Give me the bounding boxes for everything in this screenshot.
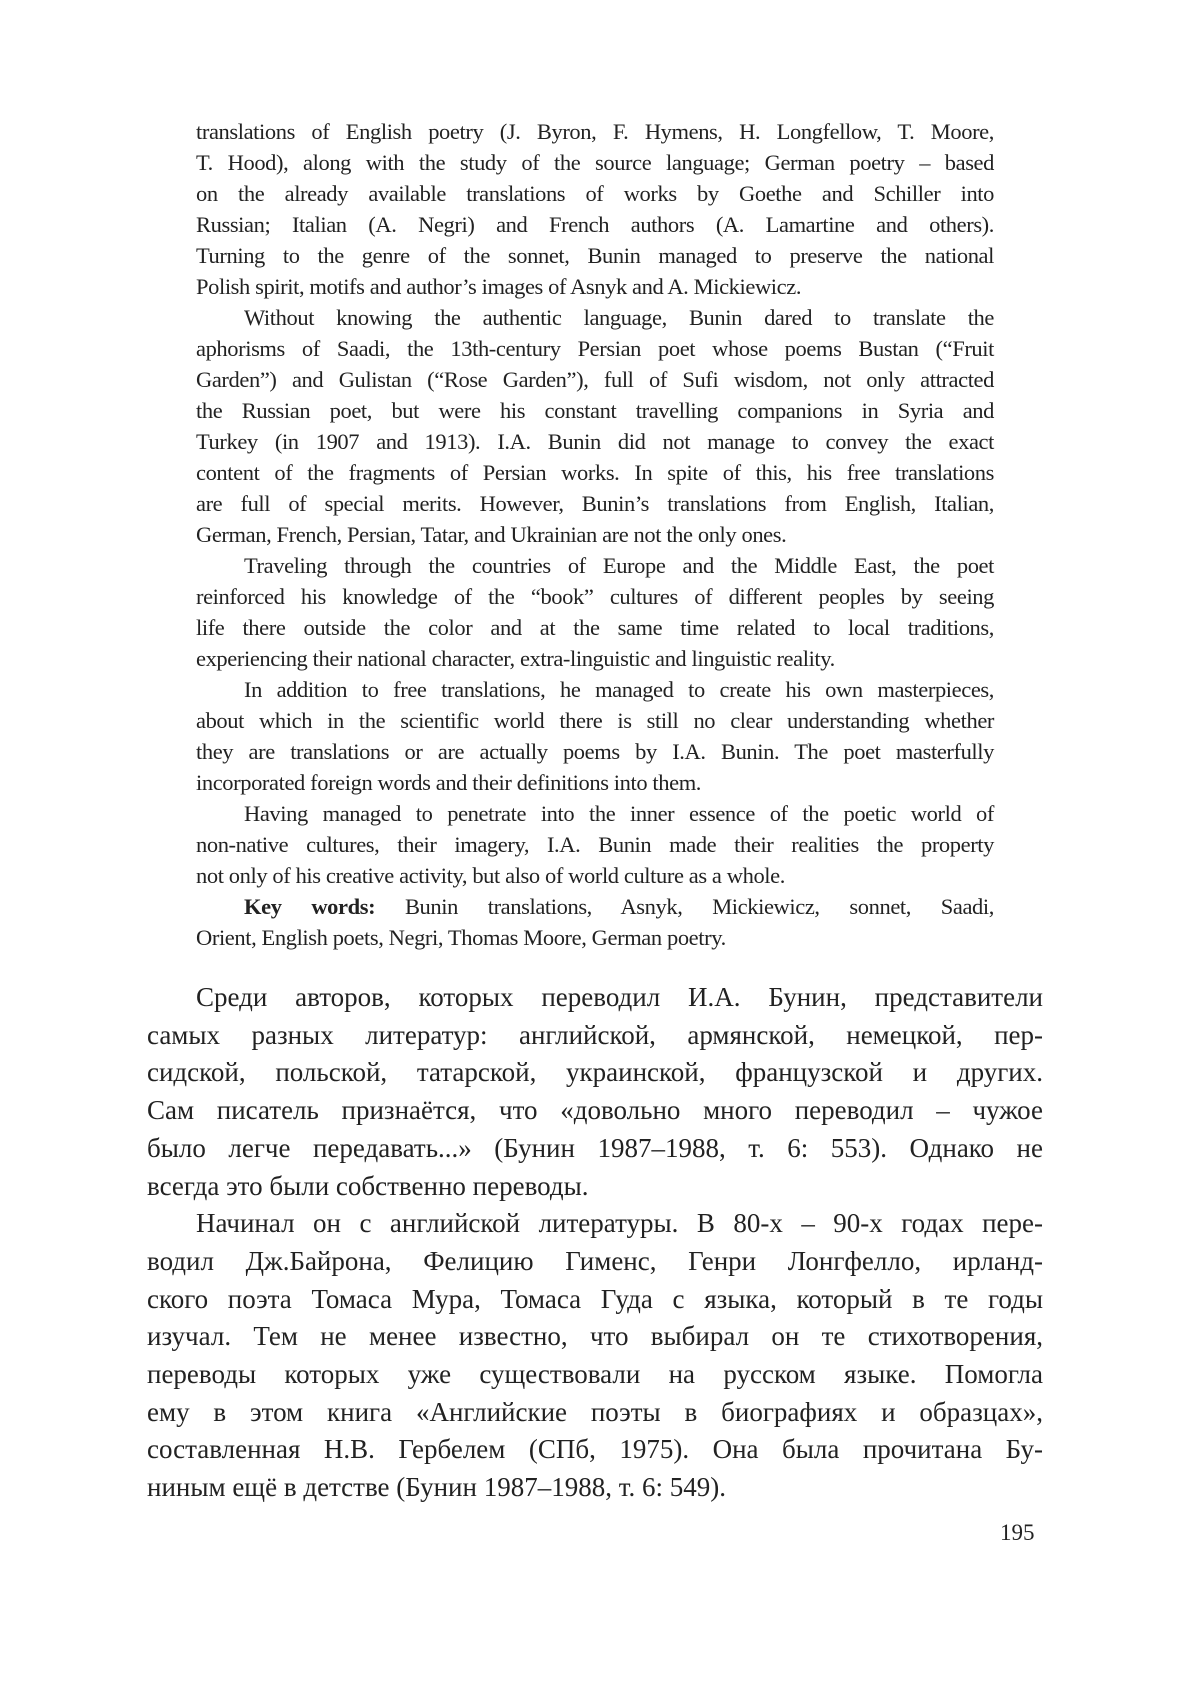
page-number: 195 [1000, 1520, 1035, 1546]
text-line: Polish spirit, motifs and author’s images of Asnyk and A. Mickiewicz. [196, 271, 994, 302]
text-line: Orient, English poets, Negri, Thomas Moore, German poetry. [196, 922, 994, 953]
keywords-label: Key words: [244, 894, 375, 919]
text-line: Russian; Italian (A. Negri) and French authors (A. Lamartine and others). [196, 209, 994, 240]
paragraph [196, 116, 994, 302]
text-line: T. Hood), along with the study of the source language; German poetry – based [196, 147, 994, 178]
text-line: составленная Н.В. Гербелем (СПб, 1975). Она была прочитана Бу- [147, 1431, 1043, 1469]
text-line: самых разных литератур: английской, армянской, немецкой, пер- [147, 1017, 1043, 1055]
text-line: the Russian poet, but were his constant travelling companions in Syria and [196, 395, 994, 426]
text-line: переводы которых уже существовали на русском языке. Помогла [147, 1356, 1043, 1394]
text-line: experiencing their national character, extra-linguistic and linguistic reality. [196, 643, 994, 674]
text-line: Начинал он с английской литературы. В 80-х – 90-х годах пере- [147, 1205, 1043, 1243]
text-line: ему в этом книга «Английские поэты в биографиях и образцах», [147, 1394, 1043, 1432]
text-line: they are translations or are actually poems by I.A. Bunin. The poet masterfully [196, 736, 994, 767]
text-line: Without knowing the authentic language, Bunin dared to translate the [196, 302, 994, 333]
paragraph [196, 674, 994, 798]
text-line: reinforced his knowledge of the “book” cultures of different peoples by seeing [196, 581, 994, 612]
paragraph [196, 550, 994, 674]
text-line: translations of English poetry (J. Byron, F. Hymens, H. Longfellow, T. Moore, [196, 116, 994, 147]
text-line: изучал. Тем не менее известно, что выбирал он те стихотворения, [147, 1318, 1043, 1356]
paragraph [196, 798, 994, 891]
text-line: водил Дж.Байрона, Фелицию Гименс, Генри Лонгфелло, ирланд- [147, 1243, 1043, 1281]
text-line: are full of special merits. However, Bunin’s translations from English, Italian, [196, 488, 994, 519]
text-line: not only of his creative activity, but also of world culture as a whole. [196, 860, 994, 891]
text-line: Traveling through the countries of Europe and the Middle East, the poet [196, 550, 994, 581]
text-line: non-native cultures, their imagery, I.A. Bunin made their realities the property [196, 829, 994, 860]
text-line: Turning to the genre of the sonnet, Bunin managed to preserve the national [196, 240, 994, 271]
keywords [196, 891, 994, 953]
text-line: Среди авторов, которых переводил И.А. Бунин, представители [147, 979, 1043, 1017]
text-line: aphorisms of Saadi, the 13th-century Persian poet whose poems Bustan (“Fruit [196, 333, 994, 364]
text-line: ского поэта Томаса Мура, Томаса Гуда с языка, который в те годы [147, 1281, 1043, 1319]
keywords-text: Bunin translations, Asnyk, Mickiewicz, sonnet, Saadi, [405, 894, 994, 919]
text-line: было легче передавать...» (Бунин 1987–1988, т. 6: 553). Однако не [147, 1130, 1043, 1168]
text-line: Having managed to penetrate into the inner essence of the poetic world of [196, 798, 994, 829]
text-line: сидской, польской, татарской, украинской, французской и других. [147, 1054, 1043, 1092]
text-line: In addition to free translations, he managed to create his own masterpieces, [196, 674, 994, 705]
text-line: content of the fragments of Persian works. In spite of this, his free translations [196, 457, 994, 488]
text-line: about which in the scientific world there is still no clear understanding whether [196, 705, 994, 736]
paragraph [147, 1205, 1043, 1507]
text-line [196, 891, 994, 922]
english-abstract [196, 116, 994, 953]
paragraph [147, 979, 1043, 1205]
text-line: Turkey (in 1907 and 1913). I.A. Bunin did not manage to convey the exact [196, 426, 994, 457]
text-line: on the already available translations of works by Goethe and Schiller into [196, 178, 994, 209]
text-line: всегда это были собственно переводы. [147, 1168, 1043, 1206]
text-line: Сам писатель признаётся, что «довольно много переводил – чужое [147, 1092, 1043, 1130]
text-line: incorporated foreign words and their definitions into them. [196, 767, 994, 798]
text-line: ниным ещё в детстве (Бунин 1987–1988, т. 6: 549). [147, 1469, 1043, 1507]
text-line: Garden”) and Gulistan (“Rose Garden”), full of Sufi wisdom, not only attracted [196, 364, 994, 395]
text-line: German, French, Persian, Tatar, and Ukrainian are not the only ones. [196, 519, 994, 550]
text-line: life there outside the color and at the same time related to local traditions, [196, 612, 994, 643]
paragraph [196, 302, 994, 550]
russian-body-text [147, 979, 1043, 1507]
